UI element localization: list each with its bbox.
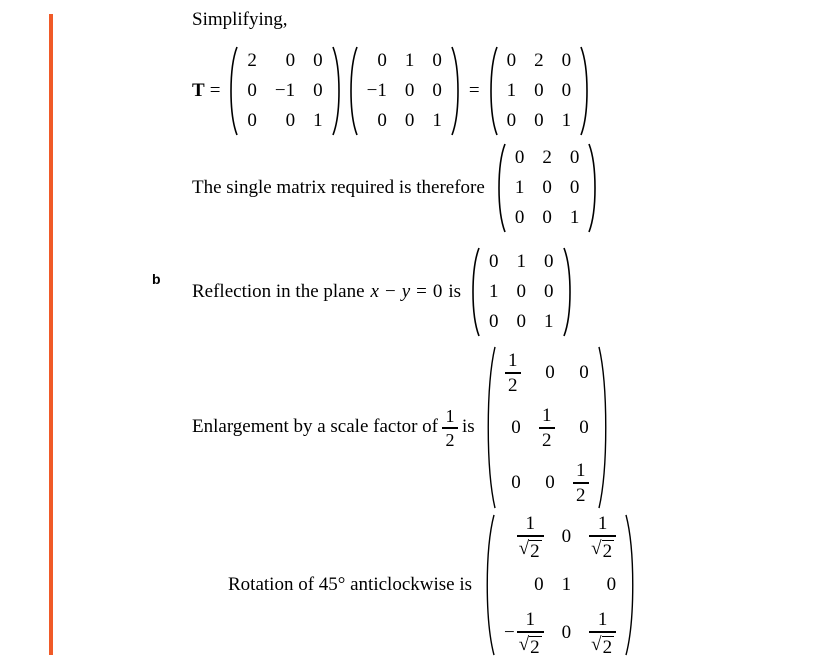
equation-T-block	[192, 46, 593, 136]
cell: 0	[561, 80, 572, 101]
cell: 1	[313, 110, 323, 131]
reflection-operator: −	[384, 280, 396, 302]
cell: −1	[274, 80, 296, 101]
fraction-denominator	[589, 538, 616, 562]
equals-sign-1: =	[209, 80, 221, 101]
cell: 0	[544, 281, 554, 302]
cell	[495, 609, 553, 657]
matrix-result-grid	[498, 46, 581, 136]
reflection-value: 0	[432, 280, 443, 302]
radical-sign-icon: √	[518, 537, 530, 559]
rotation-block	[228, 513, 638, 657]
cell	[496, 345, 530, 400]
part-marker-b	[152, 271, 161, 287]
cell: −1	[366, 80, 387, 101]
cell: 0	[247, 80, 257, 101]
cell: 1	[544, 311, 554, 332]
bracket-right-icon	[588, 143, 601, 233]
cell: 0	[561, 50, 572, 71]
radicand: 2	[602, 636, 613, 658]
fraction-bar-icon	[517, 631, 544, 633]
cell: 0	[544, 251, 554, 272]
cell: 1	[569, 207, 580, 228]
cell: 0	[313, 50, 323, 71]
bracket-left-icon	[345, 46, 358, 136]
part-marker-label: b	[152, 271, 161, 287]
bracket-left-icon	[493, 143, 506, 233]
cell: 0	[377, 110, 387, 131]
matrix-label-T: T	[192, 80, 205, 101]
cell: 0	[579, 361, 589, 383]
bracket-right-icon	[580, 46, 593, 136]
cell: 0	[432, 80, 442, 101]
fraction-numerator: 1	[597, 608, 608, 630]
reflection-text-after: is	[448, 280, 462, 302]
fraction-bar-icon	[589, 631, 616, 633]
cell: 1	[432, 110, 442, 131]
reflection-var-x: x	[370, 280, 379, 302]
bracket-right-icon	[625, 513, 638, 657]
fraction-bar-icon	[589, 535, 616, 537]
bracket-left-icon	[225, 46, 238, 136]
cell: 0	[511, 471, 521, 493]
reflection-var-y: y	[401, 280, 411, 302]
rotation-text: Rotation of 45° anticlockwise is	[228, 573, 473, 595]
cell	[495, 513, 553, 561]
enlargement-scale-factor	[442, 406, 458, 450]
cell: 0	[516, 281, 527, 302]
cell: 0	[534, 110, 544, 131]
cell: 1	[514, 177, 525, 198]
cell: 0	[511, 416, 521, 438]
bracket-right-icon	[563, 247, 576, 337]
cell: 0	[432, 50, 442, 71]
fraction-numerator: 1	[445, 405, 455, 426]
cell: 0	[534, 80, 544, 101]
cell: 0	[489, 311, 499, 332]
enlargement-block	[192, 345, 611, 510]
cell: 0	[514, 147, 525, 168]
cell: 0	[545, 361, 555, 383]
reflection-text-before: Reflection in the plane	[192, 280, 365, 302]
cell: 2	[534, 50, 544, 71]
cell: 0	[404, 80, 415, 101]
fraction-numerator: 1	[525, 512, 535, 534]
cell: 0	[561, 526, 572, 547]
fraction-denominator: 2	[507, 374, 518, 396]
bracket-right-icon	[451, 46, 464, 136]
bracket-left-icon	[485, 46, 498, 136]
cell: 0	[489, 251, 499, 272]
cell: 0	[545, 471, 555, 493]
cell: 0	[404, 110, 415, 131]
cell: 0	[506, 110, 517, 131]
bracket-left-icon	[467, 247, 480, 337]
fraction-numerator: 1	[525, 608, 535, 630]
bracket-left-icon	[483, 345, 496, 510]
enlargement-text-before: Enlargement by a scale factor of	[192, 416, 439, 438]
bracket-left-icon	[482, 513, 495, 657]
cell	[580, 513, 625, 561]
reflection-block	[192, 247, 576, 337]
simplifying-label-block	[192, 10, 288, 31]
cell-fraction	[505, 350, 521, 396]
matrix-single-grid	[506, 143, 589, 233]
fraction-bar-icon	[505, 372, 521, 374]
matrix-result	[485, 46, 594, 136]
fraction-numerator: 1	[507, 349, 518, 371]
cell: 1	[404, 50, 415, 71]
cell-radical-fraction	[517, 513, 544, 562]
cell: 2	[247, 50, 257, 71]
single-matrix-text: The single matrix required is therefore	[192, 176, 485, 198]
fraction-denominator	[517, 634, 544, 658]
fraction-denominator: 2	[541, 429, 552, 451]
fraction-numerator: 1	[575, 459, 586, 481]
fraction-bar-icon	[517, 535, 544, 537]
cell: 0	[516, 311, 527, 332]
cell-radical-fraction	[517, 609, 544, 658]
single-matrix-block	[192, 143, 601, 233]
cell: 0	[534, 574, 544, 595]
fraction-bar-icon	[573, 482, 589, 484]
radicand: 2	[530, 636, 540, 658]
cell: 0	[247, 110, 257, 131]
matrix-a-grid	[238, 46, 331, 136]
matrix-rotation	[482, 513, 638, 657]
fraction-numerator: 1	[541, 404, 552, 426]
fraction-denominator: 2	[575, 484, 586, 506]
enlargement-text-after: is	[462, 416, 475, 438]
cell: 0	[606, 574, 617, 595]
equals-sign-2: =	[468, 80, 480, 101]
bracket-right-icon	[598, 345, 611, 510]
cell: 1	[516, 251, 527, 272]
cell	[580, 609, 625, 657]
cell: 0	[313, 80, 323, 101]
cell: 1	[489, 281, 499, 302]
bracket-right-icon	[332, 46, 345, 136]
fraction-bar-icon	[539, 427, 555, 429]
cell: 1	[506, 80, 517, 101]
cell: 0	[514, 207, 525, 228]
cell: 0	[561, 622, 572, 643]
cell-negative-radical-fraction	[504, 609, 544, 658]
fraction-numerator: 1	[597, 512, 608, 534]
cell: 0	[285, 50, 296, 71]
fraction-bar-icon	[442, 427, 458, 429]
radicand: 2	[530, 540, 540, 562]
fraction-denominator	[589, 634, 616, 658]
cell: 0	[542, 177, 552, 198]
reflection-equals: =	[416, 280, 427, 302]
matrix-reflection	[467, 247, 576, 337]
matrix-b	[345, 46, 464, 136]
radical-sign-icon: √	[591, 537, 602, 559]
fraction-denominator	[517, 538, 544, 562]
cell-radical-fraction	[589, 513, 616, 562]
matrix-single	[493, 143, 602, 233]
matrix-a	[225, 46, 344, 136]
page-accent-rule	[49, 14, 53, 655]
fraction-denominator: 2	[445, 429, 455, 450]
radicand: 2	[602, 540, 613, 562]
matrix-rotation-grid	[495, 513, 625, 657]
cell: 0	[542, 207, 552, 228]
matrix-enlargement	[483, 345, 611, 510]
cell: 0	[506, 50, 517, 71]
cell: 1	[561, 574, 572, 595]
cell: 0	[569, 147, 580, 168]
cell: 1	[561, 110, 572, 131]
cell-radical-fraction	[589, 609, 616, 658]
cell-fraction	[573, 460, 589, 506]
cell-fraction	[539, 405, 555, 451]
cell: 2	[542, 147, 552, 168]
simplifying-label: Simplifying,	[192, 9, 288, 30]
radical-sign-icon: √	[591, 633, 602, 655]
cell	[530, 400, 564, 455]
cell: 0	[377, 50, 387, 71]
cell: 0	[285, 110, 296, 131]
cell	[564, 455, 598, 510]
minus-sign: −	[504, 622, 515, 643]
cell: 0	[569, 177, 580, 198]
matrix-b-grid	[358, 46, 451, 136]
radical-sign-icon: √	[518, 633, 530, 655]
matrix-enlargement-grid	[496, 345, 598, 510]
cell: 0	[579, 416, 589, 438]
matrix-reflection-grid	[480, 247, 563, 337]
